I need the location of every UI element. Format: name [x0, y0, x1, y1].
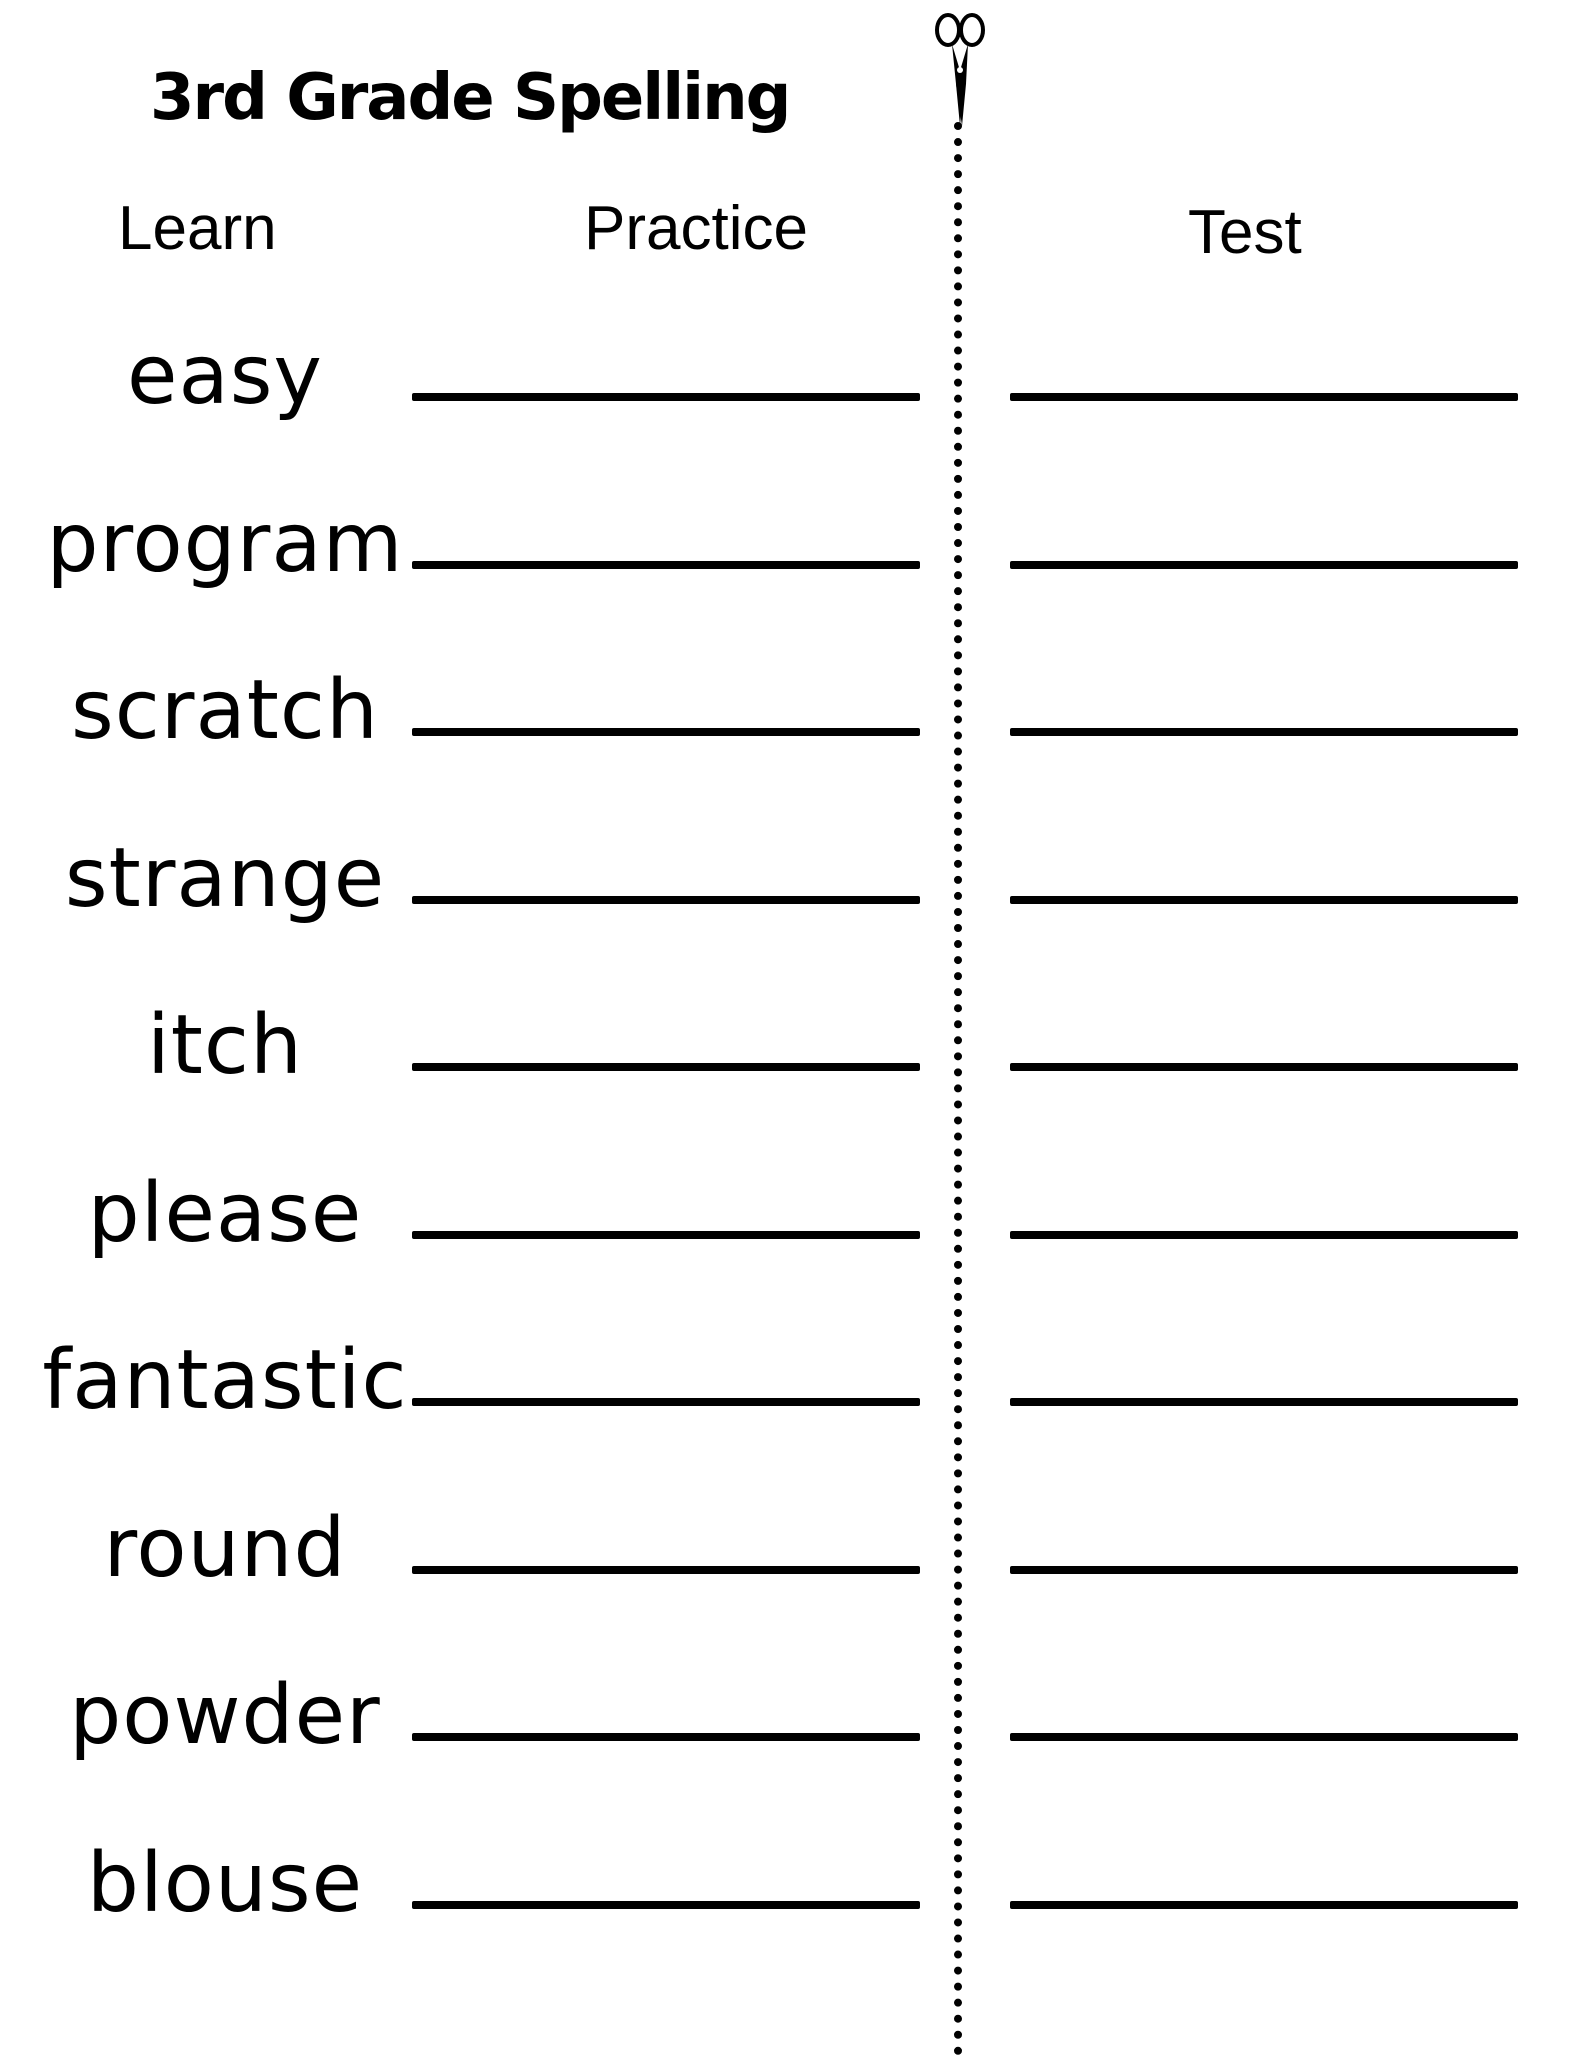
test-write-line[interactable]: [1010, 1566, 1518, 1574]
word-row: [0, 495, 1588, 671]
practice-write-line[interactable]: [412, 1398, 920, 1406]
word-row: [0, 328, 1588, 503]
test-write-line[interactable]: [1010, 1398, 1518, 1406]
test-write-line[interactable]: [1010, 1901, 1518, 1909]
practice-write-line[interactable]: [412, 728, 920, 736]
spelling-word: fantastic: [42, 1333, 408, 1428]
word-row: [0, 830, 1588, 1006]
spelling-word: round: [103, 1500, 347, 1596]
spelling-word: powder: [69, 1668, 381, 1763]
practice-column-header: Practice: [584, 194, 808, 263]
test-write-line[interactable]: [1010, 393, 1518, 401]
test-write-line[interactable]: [1010, 728, 1518, 736]
spelling-word: easy: [127, 328, 323, 423]
word-row: [0, 1668, 1588, 1843]
spelling-word: blouse: [86, 1835, 364, 1931]
spelling-word: scratch: [71, 663, 379, 758]
practice-write-line[interactable]: [412, 1566, 920, 1574]
practice-write-line[interactable]: [412, 1231, 920, 1239]
test-write-line[interactable]: [1010, 561, 1518, 569]
word-row: [0, 663, 1588, 838]
spelling-word: program: [46, 495, 404, 591]
word-row: [0, 1165, 1588, 1341]
test-write-line[interactable]: [1010, 1733, 1518, 1741]
practice-write-line[interactable]: [412, 896, 920, 904]
practice-write-line[interactable]: [412, 561, 920, 569]
practice-write-line[interactable]: [412, 1063, 920, 1071]
word-row: [0, 1835, 1588, 2011]
scissors-icon: [930, 8, 990, 132]
test-write-line[interactable]: [1010, 896, 1518, 904]
test-write-line[interactable]: [1010, 1063, 1518, 1071]
page-title: 3rd Grade Spelling: [150, 61, 790, 135]
learn-column-header: Learn: [118, 194, 277, 263]
practice-write-line[interactable]: [412, 393, 920, 401]
test-column-header: Test: [1188, 198, 1302, 267]
practice-write-line[interactable]: [412, 1733, 920, 1741]
word-row: [0, 998, 1588, 1173]
test-write-line[interactable]: [1010, 1231, 1518, 1239]
practice-write-line[interactable]: [412, 1901, 920, 1909]
spelling-word: itch: [147, 998, 303, 1093]
word-row: [0, 1500, 1588, 1676]
spelling-word: strange: [64, 830, 386, 926]
spelling-word: please: [87, 1165, 363, 1261]
word-row: [0, 1333, 1588, 1508]
